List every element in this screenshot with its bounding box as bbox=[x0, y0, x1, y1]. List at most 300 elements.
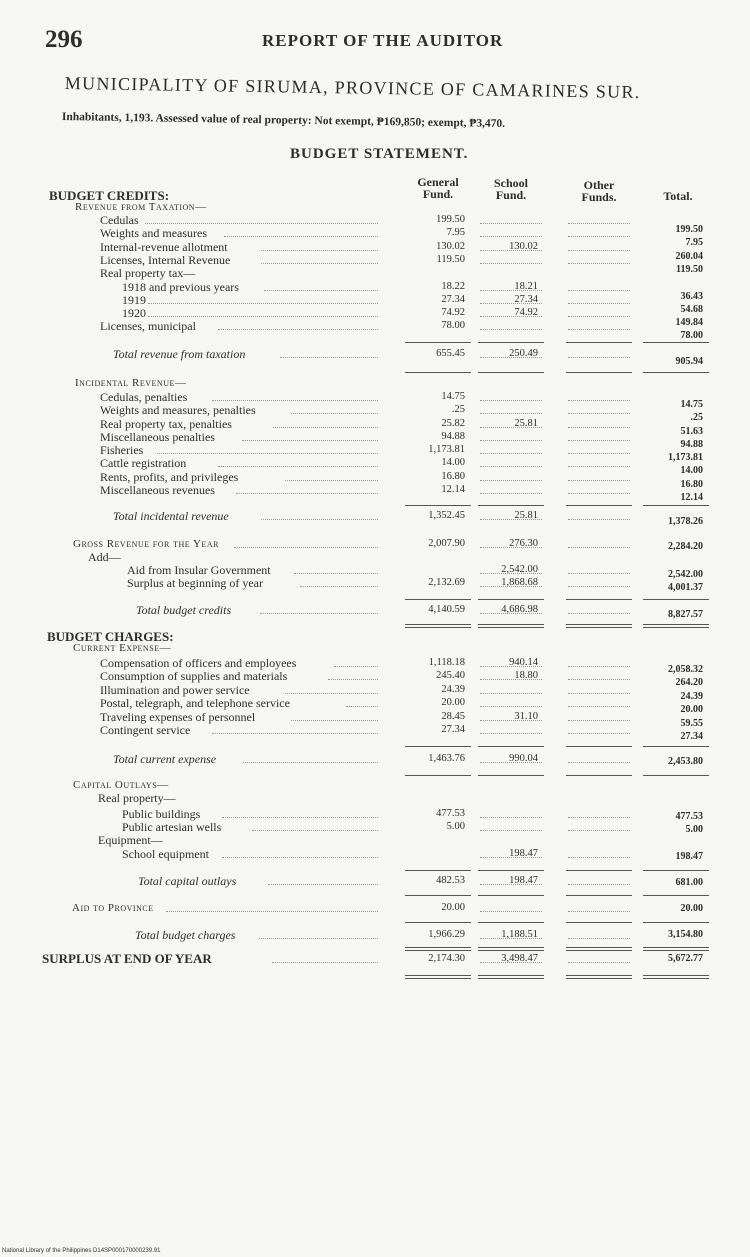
column-dots bbox=[480, 762, 542, 763]
column-dots bbox=[568, 480, 630, 481]
cell-general: 1,966.29 bbox=[428, 929, 465, 940]
sum-rule bbox=[405, 870, 471, 871]
cell-total: 199.50 bbox=[675, 224, 703, 235]
cell-total: 2,542.00 bbox=[668, 569, 703, 580]
sum-rule bbox=[566, 922, 632, 923]
cell-general: 482.53 bbox=[436, 875, 465, 886]
cell-general: 119.50 bbox=[436, 254, 465, 265]
leader-dots bbox=[300, 586, 378, 587]
row-label: Compensation of officers and employees bbox=[100, 656, 297, 670]
sum-rule bbox=[405, 895, 471, 896]
cell-general: 245.40 bbox=[436, 670, 465, 681]
sum-rule bbox=[405, 372, 471, 373]
sum-rule bbox=[405, 342, 471, 343]
column-dots bbox=[568, 762, 630, 763]
cell-general: 5.00 bbox=[446, 821, 465, 832]
column-dots bbox=[480, 911, 542, 912]
sum-rule bbox=[478, 372, 544, 373]
cell-general: 14.75 bbox=[441, 391, 465, 402]
leader-dots bbox=[261, 263, 378, 264]
cell-general: 2,132.69 bbox=[428, 577, 465, 588]
cell-school: 990.04 bbox=[509, 753, 538, 764]
column-dots bbox=[568, 911, 630, 912]
cell-total: 27.34 bbox=[680, 731, 703, 742]
subsection-heading: Revenue from Taxation— bbox=[75, 201, 207, 213]
cell-school: 940.14 bbox=[509, 657, 538, 668]
column-dots bbox=[568, 962, 630, 963]
leader-dots bbox=[268, 884, 378, 885]
sum-rule bbox=[566, 746, 632, 747]
cell-general: 2,174.30 bbox=[428, 953, 465, 964]
sum-rule bbox=[478, 922, 544, 923]
column-dots bbox=[480, 962, 542, 963]
row-label: SURPLUS AT END OF YEAR bbox=[42, 951, 212, 966]
cell-school: 18.21 bbox=[514, 281, 538, 292]
row-label: Total budget credits bbox=[136, 603, 232, 617]
cell-general: 655.45 bbox=[436, 348, 465, 359]
leader-dots bbox=[334, 666, 378, 667]
column-dots bbox=[568, 440, 630, 441]
leader-dots bbox=[243, 762, 378, 763]
column-dots bbox=[480, 733, 542, 734]
row-label: Contingent service bbox=[100, 723, 191, 737]
double-rule bbox=[566, 624, 632, 628]
column-dots bbox=[480, 400, 542, 401]
leader-dots bbox=[328, 679, 378, 680]
column-dots bbox=[568, 547, 630, 548]
column-dots bbox=[568, 466, 630, 467]
double-rule bbox=[566, 947, 632, 951]
sum-rule bbox=[566, 599, 632, 600]
section-heading-charges: BUDGET CHARGES: bbox=[47, 629, 174, 644]
sum-rule bbox=[643, 870, 709, 871]
column-dots bbox=[480, 706, 542, 707]
column-dots bbox=[568, 693, 630, 694]
row-label: Consumption of supplies and materials bbox=[100, 669, 288, 683]
double-rule bbox=[405, 624, 471, 628]
cell-total: 14.75 bbox=[680, 399, 703, 410]
row-label: Aid from Insular Government bbox=[127, 563, 271, 577]
cell-school: 25.81 bbox=[514, 418, 538, 429]
cell-total: 4,001.37 bbox=[668, 582, 703, 593]
row-label: Aid to Province bbox=[72, 902, 154, 914]
cell-general: 1,463.76 bbox=[428, 753, 465, 764]
cell-general: 20.00 bbox=[441, 697, 465, 708]
column-header-total: Total. bbox=[663, 189, 693, 203]
column-dots bbox=[480, 453, 542, 454]
running-head: REPORT OF THE AUDITOR bbox=[262, 31, 504, 50]
cell-school: 3,498.47 bbox=[501, 953, 538, 964]
cell-total: 12.14 bbox=[680, 492, 703, 503]
leader-dots bbox=[261, 250, 378, 251]
cell-total: 198.47 bbox=[675, 851, 703, 862]
leader-dots bbox=[261, 519, 378, 520]
cell-total: 54.68 bbox=[680, 304, 703, 315]
sum-rule bbox=[566, 870, 632, 871]
cell-general: 14.00 bbox=[441, 457, 465, 468]
column-dots bbox=[480, 938, 542, 939]
cell-school: 198.47 bbox=[509, 875, 538, 886]
cell-total: 477.53 bbox=[675, 811, 703, 822]
cell-total: 260.04 bbox=[675, 251, 703, 262]
sum-rule bbox=[566, 895, 632, 896]
double-rule bbox=[478, 975, 544, 979]
column-dots bbox=[480, 357, 542, 358]
column-dots bbox=[568, 329, 630, 330]
row-label: Surplus at beginning of year bbox=[127, 576, 263, 590]
sum-rule bbox=[405, 922, 471, 923]
cell-general: 2,007.90 bbox=[428, 538, 465, 549]
row-label: Traveling expenses of personnel bbox=[100, 710, 256, 724]
cell-total: 149.84 bbox=[675, 317, 703, 328]
cell-total: 7.95 bbox=[685, 237, 703, 248]
double-rule bbox=[643, 975, 709, 979]
column-dots bbox=[568, 519, 630, 520]
column-dots bbox=[568, 573, 630, 574]
column-dots bbox=[568, 830, 630, 831]
double-rule bbox=[478, 624, 544, 628]
column-dots bbox=[480, 303, 542, 304]
row-label: Weights and measures, penalties bbox=[100, 403, 256, 417]
cell-total: 3,154.80 bbox=[668, 929, 703, 940]
column-dots bbox=[480, 884, 542, 885]
leader-dots bbox=[291, 720, 378, 721]
double-rule bbox=[478, 947, 544, 951]
column-dots bbox=[568, 400, 630, 401]
leader-dots bbox=[264, 290, 378, 291]
leader-dots bbox=[222, 857, 378, 858]
row-label: Postal, telegraph, and telephone service bbox=[100, 696, 290, 710]
row-label: Miscellaneous revenues bbox=[100, 483, 215, 497]
row-label: Public buildings bbox=[122, 807, 201, 821]
sum-rule bbox=[405, 746, 471, 747]
cell-school: 31.10 bbox=[514, 711, 538, 722]
row-label: Cattle registration bbox=[100, 456, 187, 470]
row-label: Public artesian wells bbox=[122, 820, 222, 834]
cell-general: 130.02 bbox=[436, 241, 465, 252]
sum-rule bbox=[478, 505, 544, 506]
page-number: 296 bbox=[45, 26, 83, 53]
cell-total: 94.88 bbox=[680, 439, 703, 450]
leader-dots bbox=[148, 303, 378, 304]
cell-general: 24.39 bbox=[441, 684, 465, 695]
cell-general: 1,118.18 bbox=[428, 657, 465, 668]
leader-dots bbox=[234, 547, 378, 548]
cell-total: 51.63 bbox=[680, 426, 703, 437]
sum-rule bbox=[478, 746, 544, 747]
leader-dots bbox=[145, 223, 378, 224]
column-dots bbox=[568, 236, 630, 237]
column-dots bbox=[568, 857, 630, 858]
cell-school: 130.02 bbox=[509, 241, 538, 252]
column-dots bbox=[568, 666, 630, 667]
column-dots bbox=[480, 573, 542, 574]
sum-rule bbox=[643, 746, 709, 747]
sum-rule bbox=[643, 922, 709, 923]
row-label: Illumination and power service bbox=[100, 683, 250, 697]
leader-dots bbox=[273, 427, 378, 428]
group-label: Equipment— bbox=[98, 833, 163, 847]
cell-general: 94.88 bbox=[441, 431, 465, 442]
leader-dots bbox=[242, 440, 378, 441]
column-header-school: School Fund. bbox=[493, 176, 528, 202]
column-dots bbox=[480, 720, 542, 721]
column-dots bbox=[568, 493, 630, 494]
row-label: Licenses, municipal bbox=[100, 319, 196, 333]
column-dots bbox=[568, 733, 630, 734]
double-rule bbox=[566, 975, 632, 979]
row-label: Miscellaneous penalties bbox=[100, 430, 215, 444]
double-rule bbox=[405, 947, 471, 951]
sum-rule bbox=[566, 775, 632, 776]
cell-general: 1,173.81 bbox=[428, 444, 465, 455]
column-header-other: Other Funds. bbox=[581, 178, 617, 204]
leader-dots bbox=[222, 817, 378, 818]
cell-general: 4,140.59 bbox=[428, 604, 465, 615]
column-dots bbox=[480, 413, 542, 414]
row-label: Gross Revenue for the Year bbox=[73, 538, 219, 550]
column-dots bbox=[480, 427, 542, 428]
column-dots bbox=[480, 693, 542, 694]
cell-general: 25.82 bbox=[441, 418, 465, 429]
row-label: Weights and measures bbox=[100, 226, 208, 240]
sum-rule bbox=[643, 372, 709, 373]
column-dots bbox=[568, 938, 630, 939]
sum-rule bbox=[405, 505, 471, 506]
row-label: Cedulas bbox=[100, 213, 139, 227]
cell-total: 20.00 bbox=[680, 903, 703, 914]
leader-dots bbox=[291, 413, 378, 414]
column-dots bbox=[568, 613, 630, 614]
subsection-heading: Incidental Revenue— bbox=[75, 377, 187, 389]
sum-rule bbox=[478, 599, 544, 600]
column-dots bbox=[568, 706, 630, 707]
leader-dots bbox=[285, 480, 378, 481]
leader-dots bbox=[218, 329, 378, 330]
sum-rule bbox=[405, 599, 471, 600]
inhabitants-line: Inhabitants, 1,193. Assessed value of real property: Not exempt, ₱169,850; exempt, ₱3,470. bbox=[61, 111, 506, 130]
column-dots bbox=[568, 679, 630, 680]
sum-rule bbox=[478, 895, 544, 896]
cell-total: 905.94 bbox=[675, 356, 703, 367]
column-dots bbox=[568, 884, 630, 885]
cell-total: 16.80 bbox=[680, 479, 703, 490]
cell-school: 4,686.98 bbox=[501, 604, 538, 615]
column-dots bbox=[568, 316, 630, 317]
cell-general: 16.80 bbox=[441, 471, 465, 482]
leader-dots bbox=[212, 400, 378, 401]
cell-total: 78.00 bbox=[680, 330, 703, 341]
leader-dots bbox=[166, 911, 379, 912]
double-rule bbox=[643, 947, 709, 951]
cell-total: 36.43 bbox=[680, 291, 703, 302]
column-dots bbox=[480, 547, 542, 548]
leader-dots bbox=[285, 693, 378, 694]
row-label: Total current expense bbox=[113, 752, 217, 766]
row-label: School equipment bbox=[122, 847, 209, 861]
cell-total: 1,173.81 bbox=[668, 452, 703, 463]
add-label: Add— bbox=[88, 550, 121, 564]
subsection-heading: Capital Outlays— bbox=[73, 779, 169, 791]
cell-general: 27.34 bbox=[441, 724, 465, 735]
row-label: 1919 bbox=[122, 293, 146, 307]
column-dots bbox=[568, 303, 630, 304]
section-heading-credits: BUDGET CREDITS: bbox=[49, 188, 170, 203]
sum-rule bbox=[643, 342, 709, 343]
column-dots bbox=[480, 316, 542, 317]
cell-total: 14.00 bbox=[680, 465, 703, 476]
cell-school: 2,542.00 bbox=[501, 564, 538, 575]
double-rule bbox=[643, 624, 709, 628]
leader-dots bbox=[294, 573, 378, 574]
cell-total: 681.00 bbox=[675, 877, 703, 888]
cell-school: 250.49 bbox=[509, 348, 538, 359]
cell-school: 27.34 bbox=[514, 294, 538, 305]
leader-dots bbox=[212, 733, 378, 734]
column-dots bbox=[480, 250, 542, 251]
row-label: Total incidental revenue bbox=[113, 509, 229, 523]
column-dots bbox=[480, 329, 542, 330]
cell-total: 1,378.26 bbox=[668, 516, 703, 527]
footer-credit: National Library of the Philippines D14SP000170000239.91 bbox=[2, 1248, 161, 1254]
cell-school: 276.30 bbox=[509, 538, 538, 549]
cell-school: 25.81 bbox=[514, 510, 538, 521]
row-label: Licenses, Internal Revenue bbox=[100, 253, 231, 267]
column-dots bbox=[480, 466, 542, 467]
column-dots bbox=[480, 480, 542, 481]
leader-dots bbox=[157, 453, 378, 454]
cell-total: .25 bbox=[690, 412, 703, 423]
cell-total: 264.20 bbox=[675, 677, 703, 688]
leader-dots bbox=[272, 962, 378, 963]
sum-rule bbox=[405, 775, 471, 776]
column-dots bbox=[568, 413, 630, 414]
sum-rule bbox=[566, 505, 632, 506]
sum-rule bbox=[566, 372, 632, 373]
row-label: 1920 bbox=[122, 306, 146, 320]
cell-school: 74.92 bbox=[514, 307, 538, 318]
cell-general: .25 bbox=[451, 404, 465, 415]
sum-rule bbox=[566, 342, 632, 343]
group-label: Real property— bbox=[98, 791, 176, 805]
cell-general: 199.50 bbox=[436, 214, 465, 225]
column-dots bbox=[568, 263, 630, 264]
cell-general: 18.22 bbox=[441, 281, 465, 292]
column-dots bbox=[480, 236, 542, 237]
cell-general: 20.00 bbox=[441, 902, 465, 913]
column-dots bbox=[480, 857, 542, 858]
cell-school: 198.47 bbox=[509, 848, 538, 859]
column-dots bbox=[568, 453, 630, 454]
column-dots bbox=[480, 679, 542, 680]
subsection-heading: Current Expense— bbox=[73, 642, 172, 654]
row-label: Cedulas, penalties bbox=[100, 390, 188, 404]
sum-rule bbox=[643, 895, 709, 896]
column-dots bbox=[568, 223, 630, 224]
cell-general: 477.53 bbox=[436, 808, 465, 819]
column-dots bbox=[480, 817, 542, 818]
row-label: Total budget charges bbox=[135, 928, 236, 942]
row-label: 1918 and previous years bbox=[122, 280, 239, 294]
sum-rule bbox=[478, 775, 544, 776]
column-dots bbox=[480, 223, 542, 224]
row-label: Rents, profits, and privileges bbox=[100, 470, 239, 484]
column-dots bbox=[480, 290, 542, 291]
leader-dots bbox=[260, 613, 378, 614]
row-label: Fisheries bbox=[100, 443, 144, 457]
cell-general: 1,352.45 bbox=[428, 510, 465, 521]
cell-total: 2,058.32 bbox=[668, 664, 703, 675]
column-dots bbox=[480, 830, 542, 831]
cell-total: 2,284.20 bbox=[668, 541, 703, 552]
row-label: Real property tax, penalties bbox=[100, 417, 232, 431]
leader-dots bbox=[224, 236, 378, 237]
cell-school: 18.80 bbox=[514, 670, 538, 681]
row-label: Total capital outlays bbox=[138, 874, 237, 888]
column-dots bbox=[480, 666, 542, 667]
column-dots bbox=[480, 440, 542, 441]
sum-rule bbox=[478, 342, 544, 343]
column-dots bbox=[480, 586, 542, 587]
cell-total: 24.39 bbox=[680, 691, 703, 702]
sum-rule bbox=[643, 599, 709, 600]
column-header-general: General Fund. bbox=[417, 175, 459, 201]
column-dots bbox=[568, 586, 630, 587]
cell-total: 5.00 bbox=[685, 824, 703, 835]
row-label: Total revenue from taxation bbox=[113, 347, 246, 361]
column-dots bbox=[568, 357, 630, 358]
cell-general: 78.00 bbox=[441, 320, 465, 331]
double-rule bbox=[405, 975, 471, 979]
cell-general: 27.34 bbox=[441, 294, 465, 305]
cell-general: 12.14 bbox=[441, 484, 465, 495]
cell-general: 28.45 bbox=[441, 711, 465, 722]
column-dots bbox=[480, 263, 542, 264]
cell-total: 20.00 bbox=[680, 704, 703, 715]
cell-total: 8,827.57 bbox=[668, 609, 703, 620]
column-dots bbox=[568, 720, 630, 721]
municipality-title: MUNICIPALITY OF SIRUMA, PROVINCE OF CAMARINES SUR. bbox=[64, 73, 641, 103]
sum-rule bbox=[643, 775, 709, 776]
statement-title: BUDGET STATEMENT. bbox=[290, 146, 469, 162]
row-label: Real property tax— bbox=[100, 266, 196, 280]
column-dots bbox=[568, 290, 630, 291]
column-dots bbox=[480, 613, 542, 614]
leader-dots bbox=[280, 357, 378, 358]
leader-dots bbox=[252, 830, 378, 831]
column-dots bbox=[568, 427, 630, 428]
column-dots bbox=[568, 817, 630, 818]
leader-dots bbox=[259, 938, 378, 939]
row-label: Internal-revenue allotment bbox=[100, 240, 228, 254]
column-dots bbox=[568, 250, 630, 251]
leader-dots bbox=[346, 706, 378, 707]
cell-total: 119.50 bbox=[676, 264, 703, 275]
leader-dots bbox=[218, 466, 378, 467]
cell-school: 1,188.51 bbox=[501, 929, 538, 940]
column-dots bbox=[480, 519, 542, 520]
cell-general: 7.95 bbox=[446, 227, 465, 238]
sum-rule bbox=[478, 870, 544, 871]
cell-total: 2,453.80 bbox=[668, 756, 703, 767]
cell-total: 5,672.77 bbox=[668, 953, 703, 964]
cell-total: 59.55 bbox=[680, 718, 703, 729]
leader-dots bbox=[236, 493, 378, 494]
cell-school: 1,868.68 bbox=[501, 577, 538, 588]
cell-general: 74.92 bbox=[441, 307, 465, 318]
column-dots bbox=[480, 493, 542, 494]
sum-rule bbox=[643, 505, 709, 506]
